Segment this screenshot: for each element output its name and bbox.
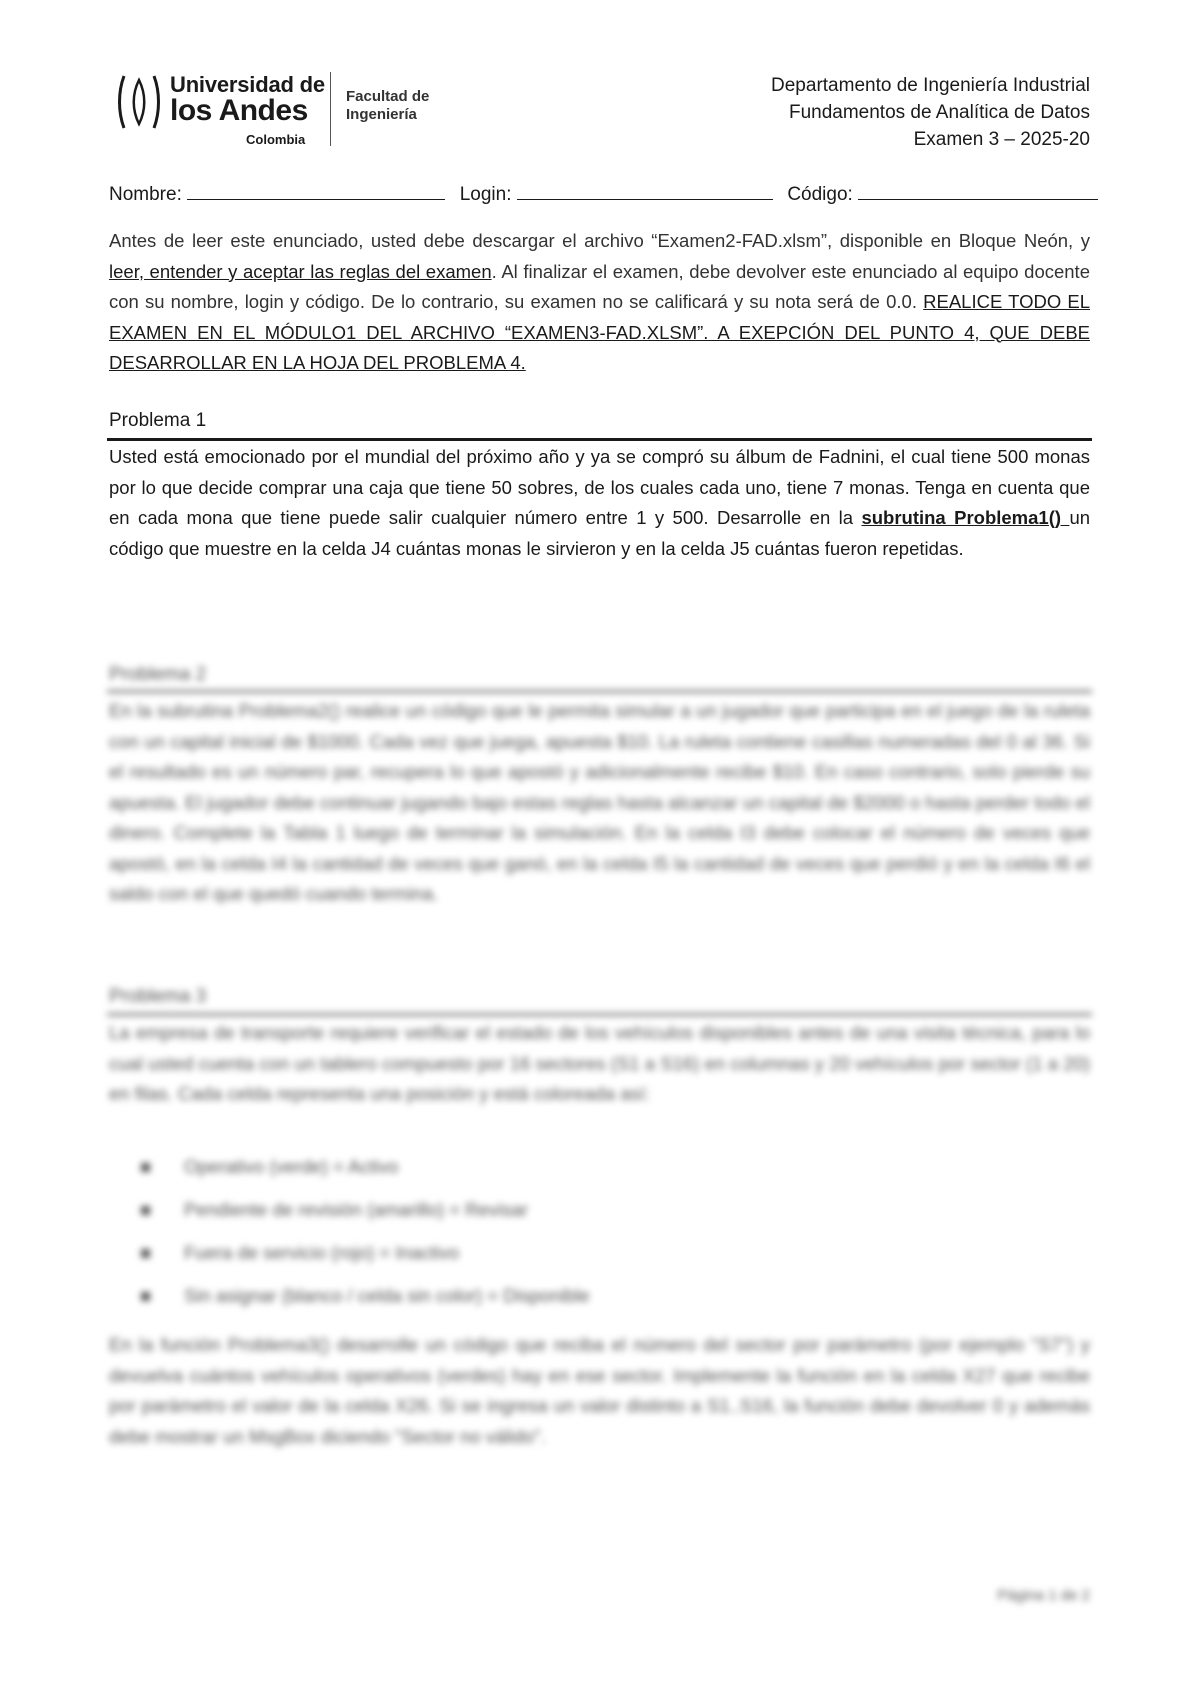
exam-rules-link: leer, entender y aceptar las reglas del examen [109, 260, 492, 282]
problem3-text-2: En la función Problema3() desarrolle un código que reciba el número del sector por parámetro (por ejemplo "S7") y devuelva cuántos vehículos operativos (verdes) hay en ese sector. Implemente la función en la celda X27 que recibe por parámetro el valor de la celda X26. Si se ingresa un valor distinto a S1..S16, la función debe devolver 0 y además debe mostrar un MsgBox diciendo "Sector no válido". [109, 1334, 1090, 1447]
student-fields [109, 181, 1090, 207]
name-blank [187, 181, 445, 200]
logo-andes-text: los Andes [170, 94, 308, 127]
intro-paragraph [109, 226, 1090, 379]
intro-emphasis: REALICE TODO EL EXAMEN EN EL MÓDULO1 DEL ARCHIVO “EXAMEN3-FAD.XLSM”. A EXEPCIÓN DEL PUNTO 4, QUE DEBE DESARROLLAR EN LA HOJA DEL PROBLEMA 4. [109, 291, 1090, 373]
logo-country-text: Colombia [246, 132, 306, 147]
problem1-rule [107, 438, 1092, 441]
problem1-subroutine: subrutina Problema1() [861, 507, 1070, 528]
list-item: ■ Sin asignar (blanco / celda sin color) = Disponible [140, 1285, 590, 1306]
problem1-text [109, 442, 1090, 564]
logo-faculty-line2: Ingeniería [346, 106, 417, 123]
problem1-text-2: un código que muestre en la celda J4 cuántas monas le sirvieron y en la celda J5 cuántas fueron repetidas. [109, 507, 1091, 559]
problem3-bullets [140, 1152, 590, 1324]
problem2-text: En la subrutina Problema2() realice un código que le permita simular a un jugador que participa en el juego de la ruleta con un capital inicial de $1000. Cada vez que juega, apuesta $10. La ruleta contiene casillas numeradas del 0 al 36. Si el resultado es un número par, recupera lo que apostó y adicionalmente recibe $10. En caso contrario, solo pierde su apuesta. El jugador debe continuar jugando bajo estas reglas hasta alcanzar un capital de $2000 o hasta perder todo el dinero. Complete la Tabla 1 luego de terminar la simulación. En la celda I3 debe colocar el número de veces que apostó, en la celda I4 la cantidad de veces que ganó, en la celda I5 la cantidad de veces que perdió y en la celda I6 el saldo con el que quedó cuando termina. [109, 700, 1090, 904]
login-label: Login: [459, 184, 512, 205]
problem3-text: La empresa de transporte requiere verificar el estado de los vehículos disponibles antes de una visita técnica, para lo cual usted cuenta con un tablero compuesto por 16 sectores (S1 a S16) en columnas y 20 vehículos por sector (1 a 20) en filas. Cada celda representa una posición y está coloreada así: [109, 1022, 1090, 1104]
logo-faculty-line1: Facultad de [346, 88, 430, 105]
intro-text-1: Antes de leer este enunciado, usted debe descargar el archivo “Examen2-FAD.xlsm”, disponible en Bloque Neón, y [109, 230, 1090, 251]
problem1-text-1: Usted está emocionado por el mundial del próximo año y ya se compró su álbum de Fadnini, el cual tiene 500 monas por lo que decide comprar una caja que tiene 50 sobres, de los cuales cada uno, tiene 7 monas. Tenga en cuenta que en cada mona que tiene puede salir cualquier número entre 1 y 500. Desarrolle en la [109, 446, 1090, 528]
login-blank [517, 181, 773, 200]
intro-text-2: . Al finalizar el examen, debe devolver este enunciado al equipo docente con su nombre, login y código. De lo contrario, su examen no se calificará y su nota será de 0.0. [109, 260, 1090, 312]
list-item: ■ Operativo (verde) = Activo [140, 1156, 399, 1177]
header-info [771, 72, 1090, 153]
name-label: Nombre: [109, 184, 182, 205]
list-item: ■ Fuera de servicio (rojo) = Inactivo [140, 1242, 460, 1263]
problem3-title: Problema 3 [109, 986, 207, 1007]
page-number: Página 1 de 2 [997, 1587, 1090, 1604]
problem1-title: Problema 1 [109, 410, 207, 431]
problem3-rule [107, 1013, 1092, 1016]
code-label: Código: [787, 184, 853, 205]
logo-divider [330, 72, 331, 146]
university-logo [118, 68, 448, 152]
exam-name: Examen 3 – 2025-20 [913, 129, 1090, 150]
list-item: ■ Pendiente de revisión (amarillo) = Revisar [140, 1199, 528, 1220]
course-name: Fundamentos de Analítica de Datos [788, 102, 1090, 123]
university-emblem-icon [118, 72, 160, 132]
code-blank [858, 181, 1098, 200]
department-name: Departamento de Ingeniería Industrial [771, 75, 1090, 96]
logo-university-text: Universidad de [170, 72, 325, 97]
problem2-title: Problema 2 [109, 664, 207, 685]
problem2-rule [107, 690, 1092, 693]
